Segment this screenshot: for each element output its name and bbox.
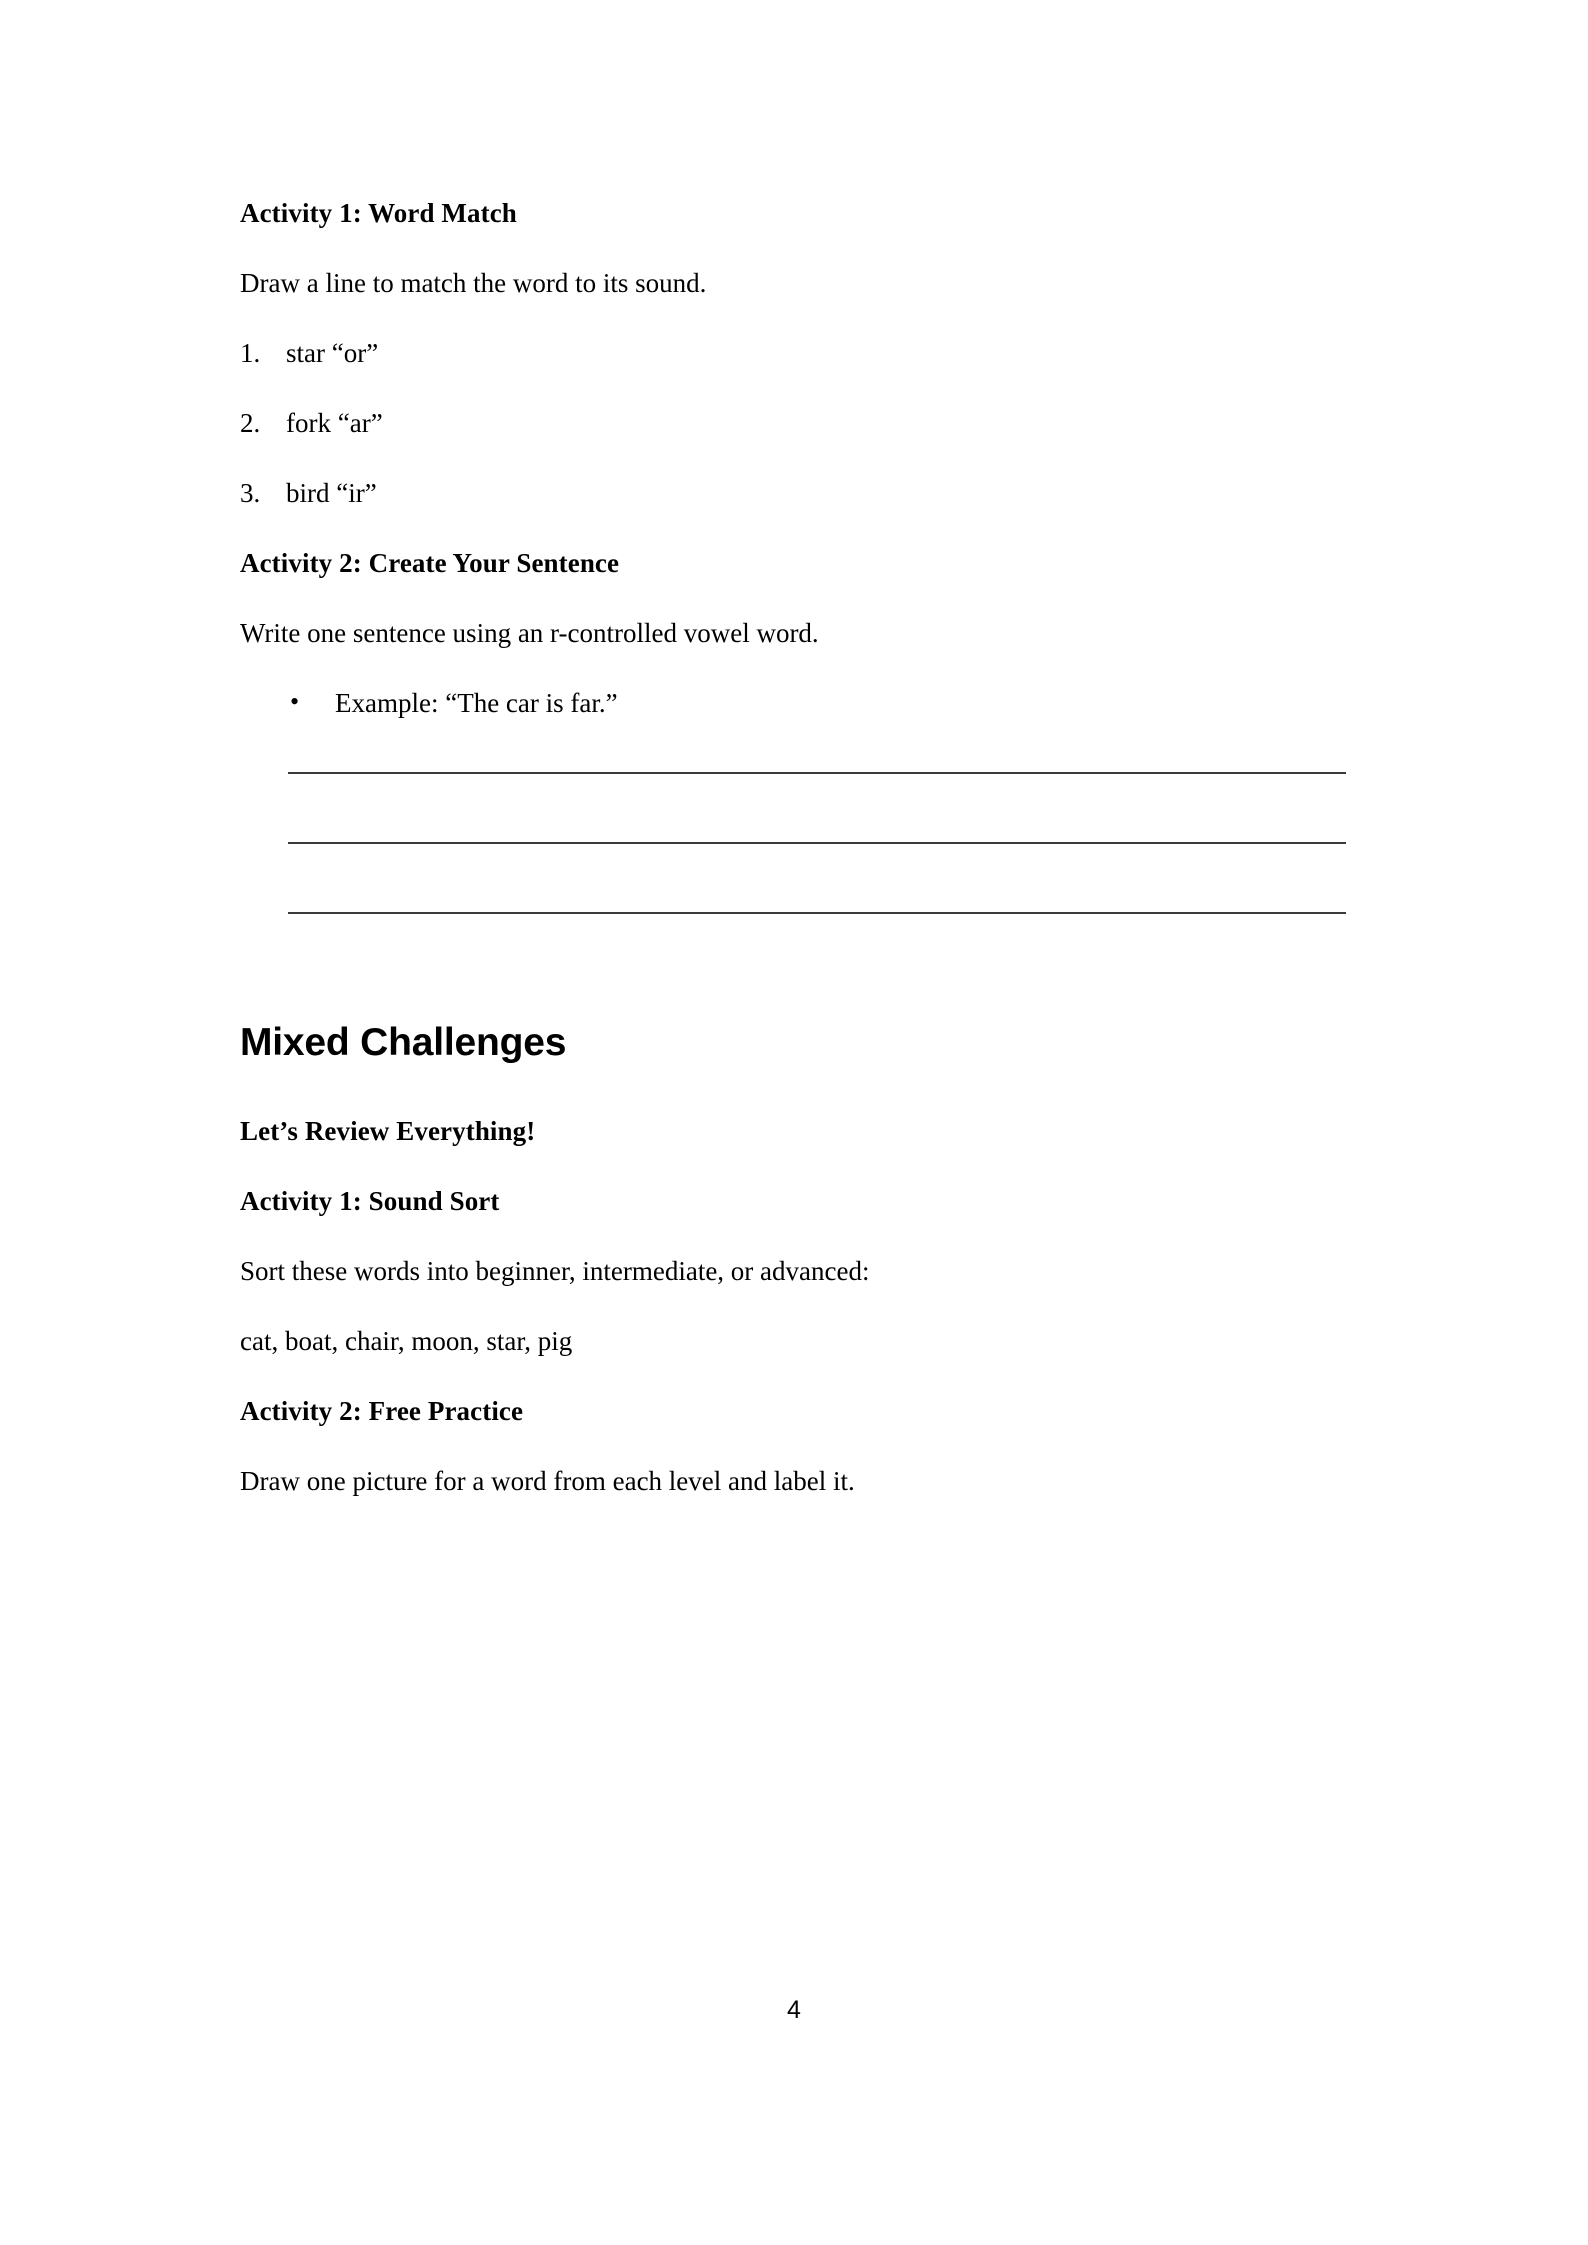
word-match-list bbox=[240, 336, 1350, 510]
instruction-word-match: Draw a line to match the word to its sound. bbox=[240, 268, 707, 298]
section-spacer bbox=[240, 914, 1350, 1020]
list-item-label: bird “ir” bbox=[286, 478, 377, 508]
list-item-marker: 1. bbox=[240, 338, 261, 368]
list-item bbox=[240, 406, 1350, 440]
heading-activity-1-word-match: Activity 1: Word Match bbox=[240, 198, 517, 228]
answer-writing-lines bbox=[240, 772, 1350, 914]
list-item bbox=[240, 686, 1350, 720]
list-item bbox=[240, 336, 1350, 370]
heading-mixed-challenges: Mixed Challenges bbox=[240, 1021, 567, 1064]
list-item bbox=[240, 476, 1350, 510]
instruction-free-practice: Draw one picture for a word from each level and label it. bbox=[240, 1466, 855, 1496]
blank-write-line bbox=[288, 842, 1346, 844]
list-item-marker: 3. bbox=[240, 478, 261, 508]
subheading-lets-review-everything: Let’s Review Everything! bbox=[240, 1116, 536, 1146]
example-bullet-list bbox=[240, 686, 1350, 720]
document-content bbox=[240, 196, 1350, 1534]
instruction-create-your-sentence: Write one sentence using an r-controlled vowel word. bbox=[240, 618, 819, 648]
bullet-icon: • bbox=[290, 687, 300, 716]
blank-write-line bbox=[288, 772, 1346, 774]
list-item-label: star “or” bbox=[286, 338, 379, 368]
word-bank-sound-sort: cat, boat, chair, moon, star, pig bbox=[240, 1326, 573, 1356]
list-item-label: fork “ar” bbox=[286, 408, 383, 438]
page-number: 4 bbox=[787, 1996, 801, 2024]
heading-activity-2-create-your-sentence: Activity 2: Create Your Sentence bbox=[240, 548, 620, 578]
instruction-sound-sort: Sort these words into beginner, intermediate, or advanced: bbox=[240, 1256, 870, 1286]
heading-activity-2-free-practice: Activity 2: Free Practice bbox=[240, 1396, 524, 1426]
list-item-label: Example: “The car is far.” bbox=[335, 688, 618, 718]
list-item-marker: 2. bbox=[240, 408, 261, 438]
heading-activity-1-sound-sort: Activity 1: Sound Sort bbox=[240, 1186, 500, 1216]
